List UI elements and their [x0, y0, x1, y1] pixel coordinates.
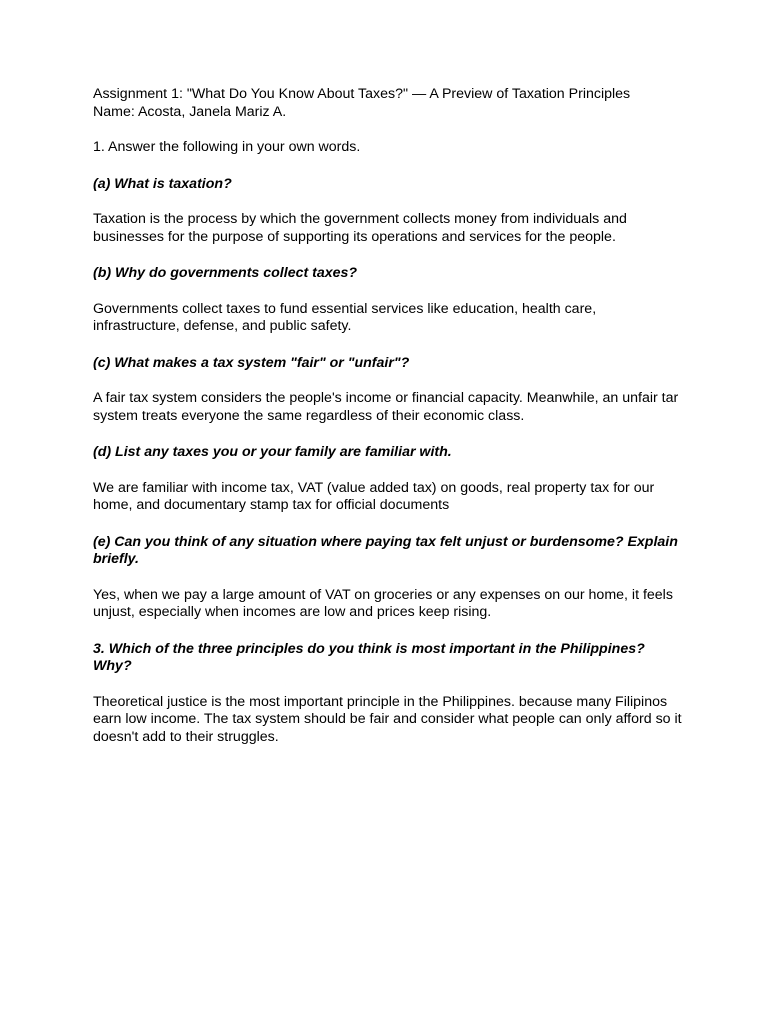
answer-e: Yes, when we pay a large amount of VAT on groceries or any expenses on our home, it feels unjust, especially when incomes are low and prices keep rising. [93, 586, 673, 620]
question-c: (c) What makes a tax system "fair" or "unfair"? [93, 354, 410, 371]
answer-a: Taxation is the process by which the government collects money from individuals and businesses for the purpose of supporting its operations and services for the people. [93, 211, 627, 245]
document-page [93, 86, 683, 746]
assignment-title: Assignment 1: "What Do You Know About Taxes?" — A Preview of Taxation Principles [93, 86, 631, 102]
answer-d: We are familiar with income tax, VAT (value added tax) on goods, real property tax for our home, and documentary stamp tax for official documents [93, 479, 655, 513]
answer-b: Governments collect taxes to fund essential services like education, health care, infrastructure, defense, and public safety. [93, 300, 597, 334]
question-a: (a) What is taxation? [93, 175, 232, 192]
question-3: 3. Which of the three principles do you think is most important in the Philippines? Why? [93, 640, 645, 674]
question-b: (b) Why do governments collect taxes? [93, 265, 358, 281]
answer-c: A fair tax system considers the people's income or financial capacity. Meanwhile, an unfair tar system treats everyone the same regardless of their economic class. [93, 390, 679, 424]
student-name: Name: Acosta, Janela Mariz A. [93, 103, 287, 120]
instruction-text: 1. Answer the following in your own words. [93, 139, 361, 155]
question-d: (d) List any taxes you or your family are familiar with. [93, 444, 452, 460]
question-e: (e) Can you think of any situation where paying tax felt unjust or burdensome? Explain briefly. [93, 533, 678, 567]
answer-3: Theoretical justice is the most important principle in the Philippines. because many Filipinos earn low income. The tax system should be fair and consider what people can only afford so it doesn't add to their struggles. [93, 693, 682, 745]
